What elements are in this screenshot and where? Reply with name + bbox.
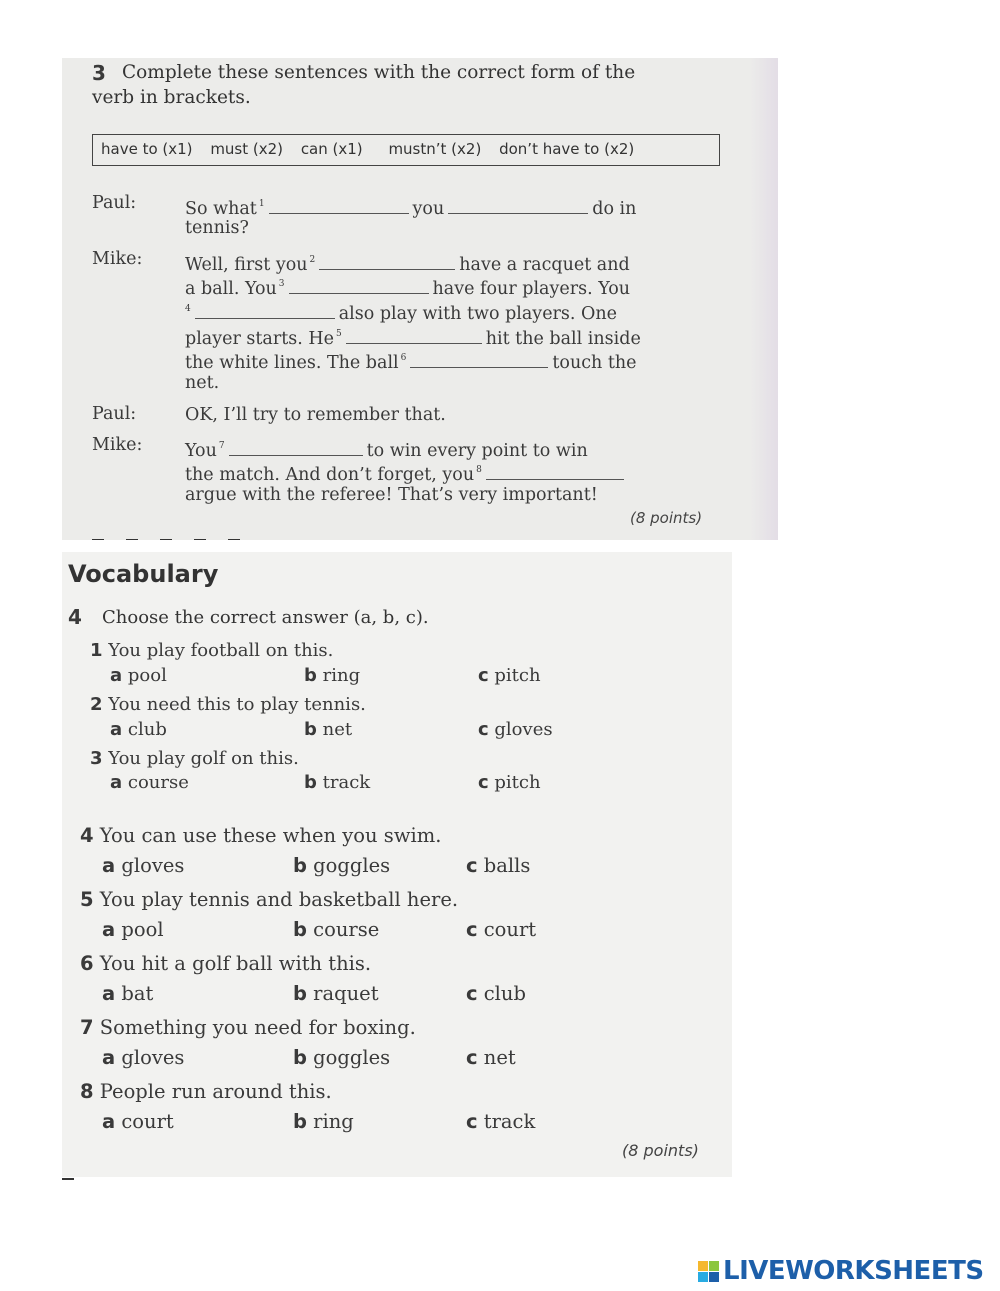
word-bank-box bbox=[92, 134, 720, 166]
answer-blank-1b[interactable] bbox=[448, 198, 588, 214]
option-b[interactable] bbox=[293, 1110, 354, 1133]
option-text: gloves bbox=[121, 1046, 185, 1069]
option-a[interactable] bbox=[110, 772, 189, 793]
option-c[interactable] bbox=[466, 1110, 535, 1133]
question bbox=[90, 748, 299, 769]
question bbox=[90, 640, 333, 661]
dialogue-text: to win every point to win bbox=[366, 441, 588, 461]
question-number: 6 bbox=[80, 952, 94, 975]
question bbox=[90, 694, 366, 715]
option-text: course bbox=[313, 918, 380, 941]
option-letter: c bbox=[466, 1110, 478, 1133]
option-text: net bbox=[322, 719, 353, 740]
option-b[interactable] bbox=[293, 854, 390, 877]
question bbox=[80, 824, 441, 847]
option-text: club bbox=[483, 982, 526, 1005]
exercise-3-instruction-line2: verb in brackets. bbox=[92, 87, 251, 108]
dialogue-text: tennis? bbox=[185, 218, 249, 238]
option-letter: b bbox=[304, 719, 317, 740]
dialogue-text: do in bbox=[592, 199, 637, 219]
question-text: You play golf on this. bbox=[108, 748, 299, 769]
logo-square bbox=[709, 1272, 719, 1282]
question-number: 4 bbox=[80, 824, 94, 847]
option-letter: a bbox=[110, 772, 123, 793]
answer-blank-1[interactable] bbox=[269, 198, 409, 214]
logo-square bbox=[709, 1261, 719, 1271]
dialogue-text: also play with two players. One bbox=[338, 304, 617, 324]
option-a[interactable] bbox=[110, 719, 167, 740]
dialogue-line bbox=[185, 192, 636, 222]
option-text: balls bbox=[483, 854, 531, 877]
word-bank-item: have to (x1) bbox=[101, 140, 193, 158]
option-c[interactable] bbox=[466, 918, 536, 941]
option-letter: b bbox=[293, 854, 307, 877]
word-bank-item: don’t have to (x2) bbox=[499, 140, 635, 158]
option-text: ring bbox=[322, 665, 361, 686]
option-letter: c bbox=[466, 854, 478, 877]
option-text: raquet bbox=[313, 982, 379, 1005]
dialogue-text: OK, I’ll try to remember that. bbox=[185, 405, 446, 425]
option-letter: b bbox=[293, 918, 307, 941]
question bbox=[80, 1080, 332, 1103]
points-label: (8 points) bbox=[630, 509, 703, 527]
question-number: 2 bbox=[90, 694, 103, 715]
dialogue-text: Well, first you bbox=[185, 255, 308, 275]
dialogue-line bbox=[185, 346, 637, 376]
option-text: pool bbox=[121, 918, 164, 941]
option-letter: c bbox=[466, 1046, 478, 1069]
option-text: court bbox=[483, 918, 537, 941]
blank-number: 7 bbox=[218, 441, 225, 451]
question-text: People run around this. bbox=[99, 1080, 332, 1103]
dialogue-text: touch the bbox=[552, 353, 637, 373]
question-text: Something you need for boxing. bbox=[99, 1016, 416, 1039]
question bbox=[80, 888, 458, 911]
question-text: You play football on this. bbox=[108, 640, 334, 661]
option-c[interactable] bbox=[478, 772, 541, 793]
option-a[interactable] bbox=[102, 854, 184, 877]
option-text: bat bbox=[121, 982, 154, 1005]
blank-number: 6 bbox=[400, 353, 407, 363]
logo-text: LIVEWORKSHEETS bbox=[723, 1256, 984, 1286]
option-letter: a bbox=[102, 1110, 116, 1133]
question-text: You hit a golf ball with this. bbox=[99, 952, 372, 975]
option-text: court bbox=[121, 1110, 174, 1133]
option-a[interactable] bbox=[110, 665, 167, 686]
question bbox=[80, 1016, 416, 1039]
word-bank-item: must (x2) bbox=[210, 140, 284, 158]
exercise-3-number: 3 bbox=[92, 61, 106, 85]
answer-blank-2[interactable] bbox=[319, 254, 455, 270]
option-letter: a bbox=[110, 665, 123, 686]
option-letter: b bbox=[293, 1046, 307, 1069]
word-bank-item: mustn’t (x2) bbox=[388, 140, 482, 158]
option-text: club bbox=[127, 719, 167, 740]
option-letter: c bbox=[466, 982, 478, 1005]
question-number: 5 bbox=[80, 888, 94, 911]
dialogue-text: have a racquet and bbox=[459, 255, 630, 275]
answer-blank-3[interactable] bbox=[289, 278, 429, 294]
liveworksheets-logo-icon bbox=[698, 1261, 719, 1282]
option-text: goggles bbox=[313, 854, 391, 877]
question bbox=[80, 952, 371, 975]
option-letter: a bbox=[102, 854, 116, 877]
blank-number: 1 bbox=[258, 199, 265, 209]
option-b[interactable] bbox=[304, 772, 370, 793]
question-number: 3 bbox=[90, 748, 103, 769]
option-letter: a bbox=[102, 1046, 116, 1069]
points-label: (8 points) bbox=[622, 1141, 699, 1160]
option-text: gloves bbox=[494, 719, 553, 740]
vocabulary-heading: Vocabulary bbox=[68, 560, 219, 588]
dialogue-text: You bbox=[185, 441, 217, 461]
dialogue-text: have four players. You bbox=[432, 279, 631, 299]
option-c[interactable] bbox=[478, 665, 541, 686]
scan-shadow-edge bbox=[750, 58, 778, 540]
option-text: goggles bbox=[313, 1046, 391, 1069]
option-b[interactable] bbox=[304, 719, 352, 740]
dialogue-text: So what bbox=[185, 199, 257, 219]
option-text: ring bbox=[313, 1110, 354, 1133]
blank-number: 3 bbox=[278, 279, 285, 289]
option-a[interactable] bbox=[102, 982, 153, 1005]
option-text: track bbox=[322, 772, 371, 793]
option-text: pitch bbox=[494, 772, 541, 793]
speaker-paul: Paul: bbox=[92, 193, 137, 213]
answer-blank-7[interactable] bbox=[229, 440, 363, 456]
option-text: course bbox=[127, 772, 189, 793]
dialogue-text: hit the ball inside bbox=[485, 329, 641, 349]
option-b[interactable] bbox=[304, 665, 360, 686]
answer-blank-6[interactable] bbox=[410, 352, 548, 368]
option-letter: a bbox=[110, 719, 123, 740]
option-c[interactable] bbox=[466, 1046, 516, 1069]
exercise-4-instruction: Choose the correct answer (a, b, c). bbox=[102, 607, 429, 628]
question-text: You play tennis and basketball here. bbox=[99, 888, 459, 911]
blank-number: 5 bbox=[335, 329, 342, 339]
option-letter: b bbox=[304, 665, 317, 686]
option-b[interactable] bbox=[293, 982, 379, 1005]
dialogue-text: a ball. You bbox=[185, 279, 277, 299]
option-c[interactable] bbox=[478, 719, 553, 740]
option-letter: c bbox=[466, 918, 478, 941]
option-b[interactable] bbox=[293, 918, 379, 941]
blank-number: 8 bbox=[476, 465, 482, 475]
option-letter: c bbox=[478, 772, 489, 793]
option-letter: a bbox=[102, 982, 116, 1005]
speaker-paul: Paul: bbox=[92, 404, 137, 424]
option-c[interactable] bbox=[466, 982, 526, 1005]
dialogue-text: the match. And don’t forget, you bbox=[185, 465, 475, 485]
option-c[interactable] bbox=[466, 854, 530, 877]
exercise-3-instruction-line1: Complete these sentences with the correct form of the bbox=[122, 62, 636, 83]
logo-square bbox=[698, 1272, 708, 1282]
option-a[interactable] bbox=[102, 1046, 184, 1069]
option-text: track bbox=[483, 1110, 536, 1133]
option-letter: c bbox=[478, 719, 489, 740]
answer-blank-4[interactable] bbox=[195, 303, 335, 319]
option-text: pitch bbox=[494, 665, 541, 686]
speaker-mike: Mike: bbox=[92, 249, 143, 269]
blank-number: 2 bbox=[309, 255, 316, 265]
question-number: 1 bbox=[90, 640, 103, 661]
dialogue-text: player starts. He bbox=[185, 329, 334, 349]
answer-blank-8[interactable] bbox=[486, 464, 624, 480]
dialogue-text: the white lines. The ball bbox=[185, 353, 399, 373]
dialogue-text: argue with the referee! That’s very important! bbox=[185, 485, 598, 505]
option-text: pool bbox=[127, 665, 167, 686]
option-text: gloves bbox=[121, 854, 185, 877]
dialogue-text: you bbox=[412, 199, 445, 219]
answer-blank-5[interactable] bbox=[346, 328, 482, 344]
blank-number: 4 bbox=[185, 304, 191, 314]
word-bank-item: can (x1) bbox=[300, 140, 363, 158]
option-b[interactable] bbox=[293, 1046, 390, 1069]
question-text: You need this to play tennis. bbox=[108, 694, 366, 715]
option-letter: a bbox=[102, 918, 116, 941]
question-text: You can use these when you swim. bbox=[99, 824, 442, 847]
option-letter: c bbox=[478, 665, 489, 686]
question-number: 7 bbox=[80, 1016, 94, 1039]
scan-mark bbox=[62, 1178, 74, 1180]
speaker-mike: Mike: bbox=[92, 435, 143, 455]
option-a[interactable] bbox=[102, 1110, 174, 1133]
option-letter: b bbox=[293, 1110, 307, 1133]
liveworksheets-logo bbox=[698, 1256, 984, 1286]
option-a[interactable] bbox=[102, 918, 164, 941]
question-number: 8 bbox=[80, 1080, 94, 1103]
option-letter: b bbox=[304, 772, 317, 793]
logo-square bbox=[698, 1261, 708, 1271]
dialogue-text: net. bbox=[185, 373, 220, 393]
option-text: net bbox=[483, 1046, 516, 1069]
option-letter: b bbox=[293, 982, 307, 1005]
exercise-4-number: 4 bbox=[68, 605, 82, 629]
cut-off-heading bbox=[92, 532, 282, 540]
